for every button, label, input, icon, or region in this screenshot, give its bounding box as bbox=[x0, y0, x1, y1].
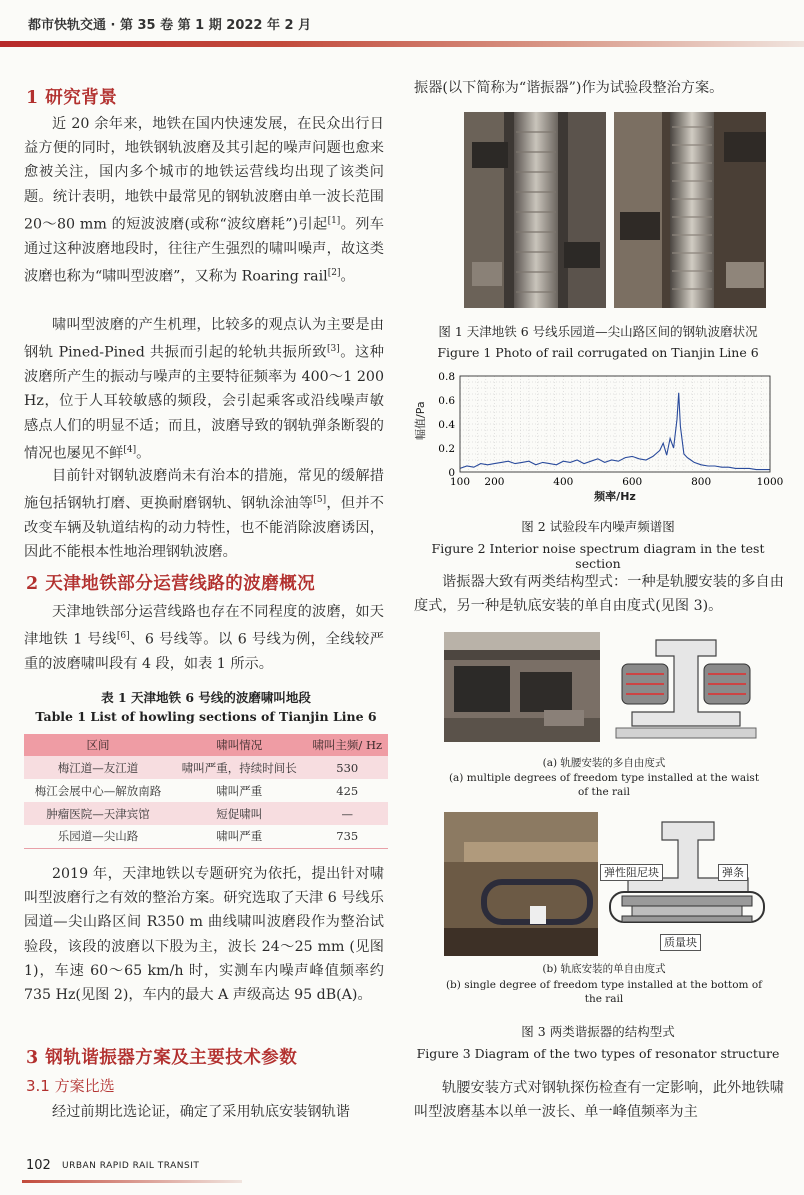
table-cell: 梅江道—友江道 bbox=[24, 756, 172, 779]
figure-2-chart bbox=[412, 366, 784, 508]
section-3-paragraph-1-cont: 振器(以下简称为“谐振器”)作为试验段整治方案。 bbox=[414, 80, 724, 96]
page-number: 102 bbox=[26, 1158, 51, 1173]
journal-header: 都市快轨交通 · 第 35 卷 第 1 期 2022 年 2 月 bbox=[28, 18, 312, 33]
chart-y-tick-label: 0.4 bbox=[438, 419, 455, 431]
subsection-3-1-title: 3.1 方案比选 bbox=[26, 1077, 115, 1095]
table-cell: 啸叫严重 bbox=[172, 825, 307, 848]
table-cell: 梅江会展中心—解放南路 bbox=[34, 783, 162, 798]
table-row bbox=[24, 779, 388, 802]
section-2-paragraph-2: 2019 年，天津地铁以专题研究为依托，提出针对啸叫型波磨行之有效的整治方案。研究选取了天津 6 号线乐园道—尖山路区间 R350 m 曲线啸叫波磨段作为整治试验段，该段的波磨以下股为主，波长 24～25 mm (见图 1)，车速 60～65 km/h 时，实测车内噪声峰值频率约 735 Hz(见图 2)，车内的最大 A 声级高达 95 dB(A)。 bbox=[24, 866, 384, 1004]
footer-journal: URBAN RAPID RAIL TRANSIT bbox=[62, 1161, 200, 1171]
section-2-title: 2 天津地铁部分运营线路的波磨概况 bbox=[26, 574, 316, 594]
chart-x-axis-label: 频率/Hz bbox=[594, 490, 636, 503]
figure-1-photo-right bbox=[614, 112, 766, 308]
chart-x-tick-label: 600 bbox=[622, 476, 643, 488]
figure-3b-photo bbox=[444, 812, 598, 956]
section-1-paragraph-3: 目前针对钢轨波磨尚未有治本的措施，常见的缓解措施包括钢轨打磨、更换耐磨钢轨、钢轨涂油等[5]，但并不改变车辆及轨道结构的动力特性，也不能消除波磨诱因，因此不能根本性地治理钢轨波磨。 bbox=[24, 468, 384, 561]
figure-1-photo-left bbox=[464, 112, 606, 308]
label-mass-block: 质量块 bbox=[660, 934, 701, 951]
section-3-paragraph-3: 轨腰安装方式对钢轨探伤检查有一定影响，此外地铁啸叫型波磨基本以单一波长、单一峰值频率为主 bbox=[414, 1080, 784, 1121]
figure-3a-photo bbox=[444, 632, 600, 742]
table-1-caption-en: Table 1 List of howling sections of Tianjin Line 6 bbox=[35, 709, 377, 724]
table-cell: — bbox=[307, 802, 388, 825]
chart-x-tick-label: 1000 bbox=[756, 476, 784, 488]
table-cell: 425 bbox=[336, 783, 359, 798]
figure-3-caption-en: Figure 3 Diagram of the two types of resonator structure bbox=[416, 1046, 780, 1061]
figure-3a-diagram bbox=[612, 634, 760, 750]
table-1-caption-cn: 表 1 天津地铁 6 号线的波磨啸叫地段 bbox=[101, 690, 311, 705]
figure-2-caption-cn: 图 2 试验段车内噪声频谱图 bbox=[521, 519, 675, 534]
section-3-title: 3 钢轨谐振器方案及主要技术参数 bbox=[26, 1048, 298, 1068]
table-cell: 乐园道—尖山路 bbox=[24, 825, 172, 848]
table-1 bbox=[24, 734, 388, 849]
table-header-cell: 区间 bbox=[24, 734, 172, 756]
figure-2-caption-en: Figure 2 Interior noise spectrum diagram in the test section bbox=[431, 541, 765, 571]
chart-x-tick-label: 100 bbox=[449, 476, 471, 488]
section-3-paragraph-2: 谐振器大致有两类结构型式：一种是轨腰安装的多自由度式，另一种是轨底安装的单自由度式(见图 3)。 bbox=[414, 574, 784, 615]
table-row bbox=[24, 756, 388, 779]
table-cell: 肿瘤医院—天津宾馆 bbox=[24, 802, 172, 825]
chart-x-tick-label: 400 bbox=[553, 476, 574, 488]
label-clip: 弹条 bbox=[718, 864, 748, 881]
section-3-paragraph-1: 经过前期比选论证，确定了采用轨底安装钢轨谐 bbox=[52, 1104, 350, 1120]
label-elastic-damper: 弹性阻尼块 bbox=[600, 864, 663, 881]
table-row bbox=[24, 825, 388, 848]
figure-3b-caption-en: (b) single degree of freedom type installed at the bottom of the rail bbox=[445, 979, 763, 1005]
chart-x-tick-label: 800 bbox=[691, 476, 712, 488]
figure-1-caption-cn: 图 1 天津地铁 6 号线乐园道—尖山路区间的钢轨波磨状况 bbox=[438, 324, 758, 339]
table-cell: 短促啸叫 bbox=[172, 802, 307, 825]
table-cell: 啸叫严重 bbox=[216, 783, 263, 798]
figure-3a-caption-en: (a) multiple degrees of freedom type installed at the waist of the rail bbox=[448, 772, 760, 798]
figure-3b-caption-cn: (b) 轨底安装的单自由度式 bbox=[542, 963, 666, 975]
table-cell: 530 bbox=[307, 756, 388, 779]
chart-x-tick-label: 200 bbox=[484, 476, 505, 488]
chart-y-tick-label: 0.2 bbox=[438, 443, 455, 455]
figure-3-caption-cn: 图 3 两类谐振器的结构型式 bbox=[521, 1024, 675, 1039]
figure-3b-diagram bbox=[602, 818, 772, 950]
chart-y-axis-label: 幅值/Pa bbox=[414, 401, 427, 440]
header-bar bbox=[0, 41, 804, 47]
table-row bbox=[24, 802, 388, 825]
chart-series-line bbox=[460, 393, 770, 470]
chart-y-tick-label: 0.8 bbox=[438, 371, 455, 383]
table-header-cell: 啸叫情况 bbox=[172, 734, 307, 756]
section-2-paragraph-1: 天津地铁部分运营线路也存在不同程度的波磨，如天津地铁 1 号线[6]、6 号线等。以 6 号线为例，全线较严重的波磨啸叫段有 4 段，如表 1 所示。 bbox=[24, 604, 384, 673]
footer-bar bbox=[22, 1180, 242, 1183]
section-1-title: 1 研究背景 bbox=[26, 88, 118, 108]
table-cell: 啸叫严重，持续时间长 bbox=[172, 756, 307, 779]
chart-y-tick-label: 0 bbox=[448, 467, 455, 479]
section-1-paragraph-2: 啸叫型波磨的产生机理，比较多的观点认为主要是由钢轨 Pined-Pined 共振而引起的轮轨共振所致[3]。这种波磨所产生的振动与噪声的主要特征频率为 400～1 200 Hz，位于人耳较敏感的频段，会引起乘客或沿线噪声敏感点人们的明显不适；而且，波磨导致的钢轨弹条断裂的情况也屡见不鲜[4]。 bbox=[24, 317, 384, 462]
figure-1-caption-en: Figure 1 Photo of rail corrugated on Tianjin Line 6 bbox=[437, 345, 759, 360]
section-1-paragraph-1: 近 20 余年来，地铁在国内快速发展，在民众出行日益方便的同时，地铁钢轨波磨及其引起的噪声问题也愈来愈被关注，国内多个城市的地铁运营线均出现了该类问题。统计表明，地铁中最常见的钢轨波磨由单一波长范围 20～80 mm 的短波波磨(或称“波纹磨耗”)引起[1]。列车通过这种波磨地段时，往往产生强烈的啸叫噪声，故这类波磨也称为“啸叫型波磨”，又称为 Roaring rail[2]。 bbox=[24, 116, 384, 285]
table-cell: 735 bbox=[307, 825, 388, 848]
chart-y-tick-label: 0.6 bbox=[438, 395, 455, 407]
figure-3a-caption-cn: (a) 轨腰安装的多自由度式 bbox=[542, 757, 666, 769]
table-header-cell: 啸叫主频/ Hz bbox=[307, 734, 388, 756]
